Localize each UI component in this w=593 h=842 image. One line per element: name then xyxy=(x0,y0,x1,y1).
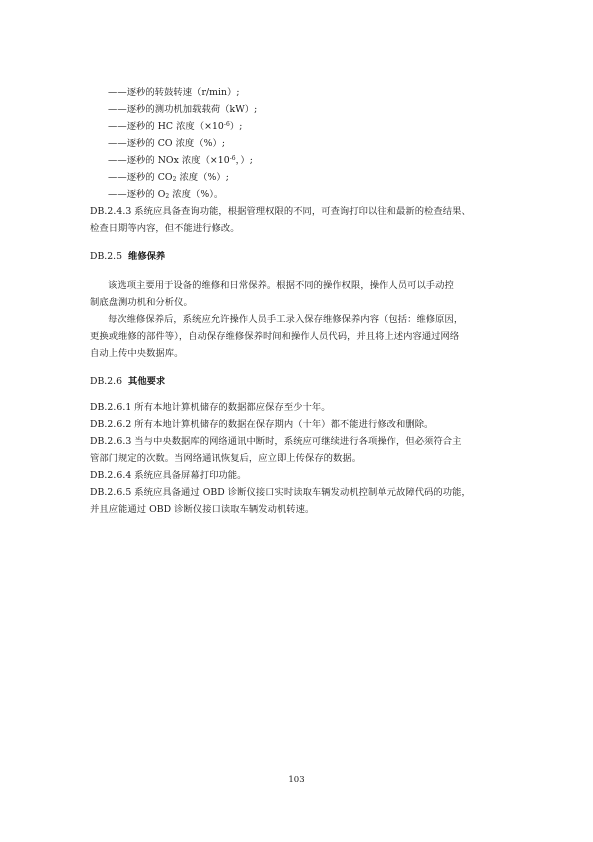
list-item-text: ——逐秒的测功机加载载荷（kW）; xyxy=(108,104,258,115)
subscript: 2 xyxy=(165,193,170,200)
list-item-o2 xyxy=(108,188,223,201)
section-2-5-p1-line-1: 该选项主要用于设备的维修和日常保养。根据不同的操作权限，操作人员可以手动控 xyxy=(108,280,454,291)
section-title: 其他要求 xyxy=(128,376,166,387)
superscript: -6 xyxy=(223,121,230,128)
list-item-text: ——逐秒的 CO 浓度（%）; xyxy=(108,138,226,149)
clause-2-4-3-line-2: 检查日期等内容，但不能进行修改。 xyxy=(90,223,240,234)
page-number: 103 xyxy=(288,775,305,785)
list-item-text-tail: ，）; xyxy=(235,155,253,166)
list-item-text: ——逐秒的 NOx 浓度（×10 xyxy=(108,155,230,166)
subscript: 2 xyxy=(172,176,177,183)
list-item-text-tail: ）; xyxy=(229,121,243,132)
list-item-text: ——逐秒的 O xyxy=(108,189,166,200)
section-heading-2-6 xyxy=(90,375,165,388)
section-2-5-p2-line-2: 更换或维修的部件等），自动保存维修保养时间和操作人员代码，并且将上述内容通过网络 xyxy=(90,331,460,342)
list-item-text-tail: 浓度（%）; xyxy=(176,172,229,183)
clause-2-6-4: DB.2.6.4 系统应具备屏幕打印功能。 xyxy=(90,470,247,481)
clause-2-6-5-line-2: 并且应能通过 OBD 诊断仪接口读取车辆发动机转速。 xyxy=(90,504,315,515)
list-item-load xyxy=(108,103,257,116)
list-item-nox xyxy=(108,154,253,167)
list-item-text: ——逐秒的转鼓转速（r/min）; xyxy=(108,87,240,98)
list-item-text: ——逐秒的 CO xyxy=(108,172,173,183)
section-title: 维修保养 xyxy=(128,251,166,262)
superscript: -6 xyxy=(229,155,236,162)
clause-2-6-5-line-1: DB.2.6.5 系统应具备通过 OBD 诊断仪接口实时读取车辆发动机控制单元故障代码的功能， xyxy=(90,487,471,498)
section-heading-2-5 xyxy=(90,250,165,263)
clause-2-4-3-line-1: DB.2.4.3 系统应具备查询功能，根据管理权限的不同，可查询打印以往和最新的检查结果、 xyxy=(90,206,471,217)
list-item-co xyxy=(108,137,225,150)
section-2-5-p1-line-2: 制底盘测功机和分析仪。 xyxy=(90,297,193,308)
list-item-co2 xyxy=(108,171,229,184)
clause-2-6-1: DB.2.6.1 所有本地计算机储存的数据都应保存至少十年。 xyxy=(90,402,331,413)
section-2-5-p2-line-1: 每次维修保养后，系统应允许操作人员手工录入保存维修保养内容（包括：维修原因， xyxy=(108,314,464,325)
clause-2-6-3-line-2: 管部门规定的次数。当网络通讯恢复后，应立即上传保存的数据。 xyxy=(90,453,362,464)
list-item-text-tail: 浓度（%）。 xyxy=(169,189,224,200)
list-item-hc xyxy=(108,120,242,133)
list-item-rotation-speed xyxy=(108,86,240,99)
section-number: DB.2.6 xyxy=(90,376,123,387)
list-item-text: ——逐秒的 HC 浓度（×10 xyxy=(108,121,224,132)
clause-2-6-3-line-1: DB.2.6.3 当与中央数据库的网络通讯中断时，系统应可继续进行各项操作，但必须符合主 xyxy=(90,436,462,447)
clause-2-6-2: DB.2.6.2 所有本地计算机储存的数据在保存期内（十年）都不能进行修改和删除。 xyxy=(90,419,434,430)
section-2-5-p2-line-3: 自动上传中央数据库。 xyxy=(90,348,184,359)
section-number: DB.2.5 xyxy=(90,251,123,262)
